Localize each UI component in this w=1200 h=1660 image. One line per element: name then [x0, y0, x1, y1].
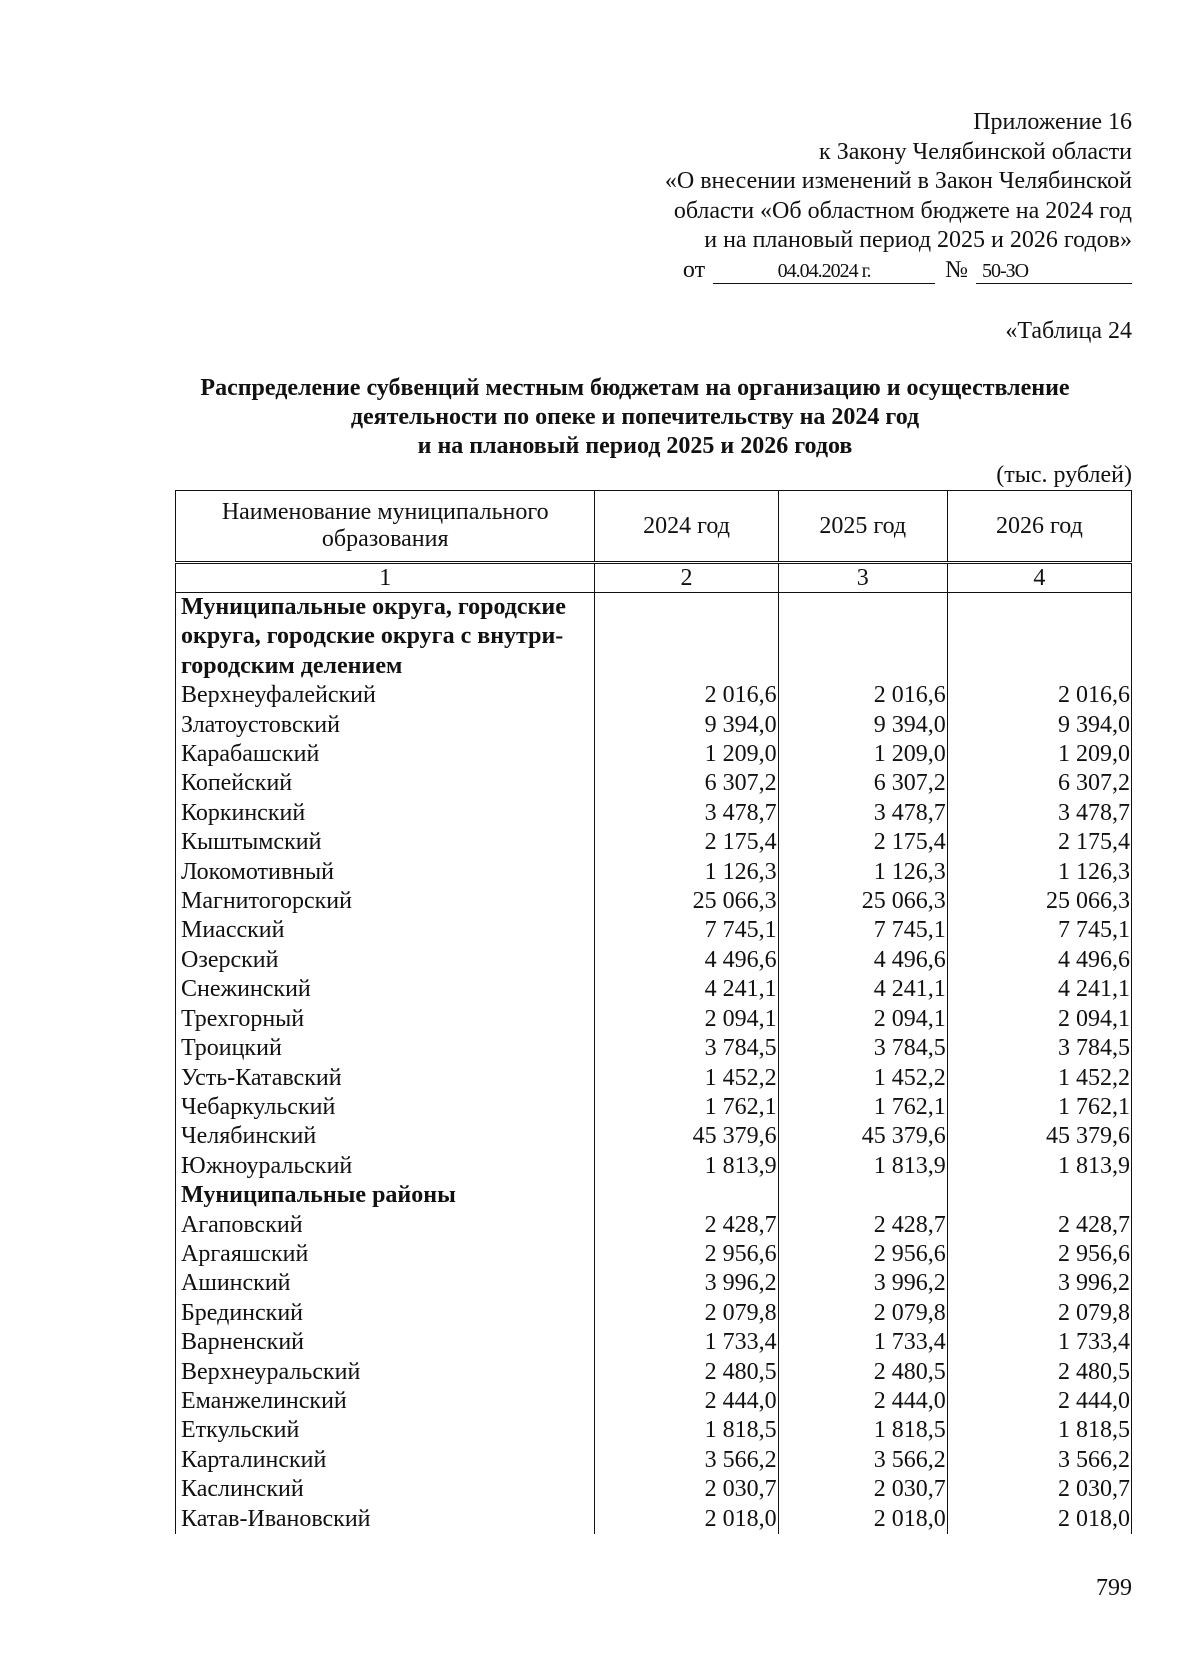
number-label: №: [945, 256, 968, 283]
amount-cell: 2 018,0: [947, 1505, 1131, 1534]
amount-cell: 2 018,0: [595, 1505, 778, 1534]
annex-line-2: к Закону Челябинской области: [819, 138, 1132, 165]
amount-cell: 1 813,9: [947, 1152, 1131, 1181]
municipality-name: Магнитогорский: [176, 887, 595, 916]
amount-cell: 2 030,7: [947, 1475, 1131, 1504]
table-row: [176, 1299, 1132, 1328]
table-row: [176, 1064, 1132, 1093]
amount-cell: 1 818,5: [595, 1416, 778, 1445]
title-line-3: и на плановый период 2025 и 2026 годов: [417, 433, 853, 459]
municipality-name: Локомотивный: [176, 858, 595, 887]
amount-cell: 1 452,2: [947, 1064, 1131, 1093]
amount-cell: 7 745,1: [595, 916, 778, 945]
amount-cell: 2 480,5: [947, 1358, 1131, 1387]
municipality-name: Чебаркульский: [176, 1093, 595, 1122]
amount-cell: 25 066,3: [595, 887, 778, 916]
column-number: 3: [778, 563, 947, 593]
amount-cell: 1 733,4: [947, 1328, 1131, 1357]
municipality-name: Верхнеуфалейский: [176, 681, 595, 710]
table-row: [176, 1328, 1132, 1357]
table-row: [176, 711, 1132, 740]
amount-cell: 25 066,3: [947, 887, 1131, 916]
amount-cell: 2 175,4: [595, 828, 778, 857]
column-number: 1: [176, 563, 595, 593]
municipality-name: Аргаяшский: [176, 1240, 595, 1269]
table-row: [176, 975, 1132, 1004]
section-title: Муниципальные округа, городские округа, городские округа с внутри-городским делением: [176, 593, 595, 682]
empty-cell: [778, 593, 947, 682]
amount-cell: 1 452,2: [778, 1064, 947, 1093]
amount-cell: 45 379,6: [778, 1122, 947, 1151]
table-row: [176, 1211, 1132, 1240]
amount-cell: 3 478,7: [947, 799, 1131, 828]
table-row: [176, 1240, 1132, 1269]
amount-cell: 1 818,5: [947, 1416, 1131, 1445]
amount-cell: 6 307,2: [595, 769, 778, 798]
amount-cell: 4 496,6: [947, 946, 1131, 975]
amount-cell: 1 762,1: [778, 1093, 947, 1122]
amount-cell: 2 428,7: [595, 1211, 778, 1240]
header-2026: 2026 год: [947, 491, 1131, 563]
municipality-name: Карабашский: [176, 740, 595, 769]
amount-cell: 3 784,5: [947, 1034, 1131, 1063]
column-number: 4: [947, 563, 1131, 593]
section-row: [176, 1181, 1132, 1210]
amount-cell: 1 813,9: [778, 1152, 947, 1181]
table-row: [176, 1387, 1132, 1416]
table-row: [176, 1005, 1132, 1034]
municipality-name: Челябинский: [176, 1122, 595, 1151]
amount-cell: 2 030,7: [778, 1475, 947, 1504]
amount-cell: 1 209,0: [778, 740, 947, 769]
table-row: [176, 1152, 1132, 1181]
municipality-name: Еткульский: [176, 1416, 595, 1445]
amount-cell: 9 394,0: [778, 711, 947, 740]
amount-cell: 3 996,2: [595, 1269, 778, 1298]
municipality-name: Каслинский: [176, 1475, 595, 1504]
amount-cell: 4 241,1: [778, 975, 947, 1004]
table-row: [176, 887, 1132, 916]
amount-cell: 2 444,0: [947, 1387, 1131, 1416]
table-row: [176, 1358, 1132, 1387]
municipality-name: Снежинский: [176, 975, 595, 1004]
amount-cell: 2 079,8: [947, 1299, 1131, 1328]
page-number: 799: [1096, 1575, 1132, 1601]
law-date: 04.04.2024 г.: [713, 259, 935, 284]
column-number-row: [176, 563, 1132, 593]
table-row: [176, 858, 1132, 887]
table-row: [176, 799, 1132, 828]
amount-cell: 1 818,5: [778, 1416, 947, 1445]
amount-cell: 2 094,1: [595, 1005, 778, 1034]
table-row: [176, 1269, 1132, 1298]
amount-cell: 3 784,5: [595, 1034, 778, 1063]
municipality-name: Копейский: [176, 769, 595, 798]
section-row: [176, 593, 1132, 682]
amount-cell: 2 016,6: [595, 681, 778, 710]
municipality-name: Ашинский: [176, 1269, 595, 1298]
amount-cell: 6 307,2: [778, 769, 947, 798]
empty-cell: [947, 1181, 1131, 1210]
empty-cell: [595, 593, 778, 682]
municipality-name: Катав-Ивановский: [176, 1505, 595, 1534]
municipality-name: Коркинский: [176, 799, 595, 828]
amount-cell: 1 813,9: [595, 1152, 778, 1181]
municipality-name: Озерский: [176, 946, 595, 975]
table-label: «Таблица 24: [1005, 318, 1132, 344]
amount-cell: 1 126,3: [947, 858, 1131, 887]
table-row: [176, 740, 1132, 769]
amount-cell: 2 094,1: [947, 1005, 1131, 1034]
annex-signature-line: [592, 256, 1132, 286]
law-number: 50-ЗО: [976, 259, 1132, 284]
amount-cell: 2 018,0: [778, 1505, 947, 1534]
amount-cell: 6 307,2: [947, 769, 1131, 798]
amount-cell: 2 094,1: [778, 1005, 947, 1034]
table-row: [176, 1093, 1132, 1122]
amount-cell: 3 996,2: [778, 1269, 947, 1298]
table-row: [176, 1505, 1132, 1534]
municipality-name: Южноуральский: [176, 1152, 595, 1181]
amount-cell: 1 762,1: [947, 1093, 1131, 1122]
amount-cell: 1 126,3: [778, 858, 947, 887]
amount-cell: 1 762,1: [595, 1093, 778, 1122]
column-number: 2: [595, 563, 778, 593]
municipality-name: Верхнеуральский: [176, 1358, 595, 1387]
amount-cell: 2 956,6: [595, 1240, 778, 1269]
amount-cell: 4 241,1: [595, 975, 778, 1004]
amount-cell: 1 126,3: [595, 858, 778, 887]
municipality-name: Троицкий: [176, 1034, 595, 1063]
amount-cell: 3 784,5: [778, 1034, 947, 1063]
from-label: от: [682, 256, 706, 283]
title-line-1: Распределение субвенций местным бюджетам на организацию и осуществление: [200, 375, 1070, 401]
amount-cell: 45 379,6: [947, 1122, 1131, 1151]
amount-cell: 2 956,6: [778, 1240, 947, 1269]
annex-line-3: «О внесении изменений в Закон Челябинской: [664, 168, 1132, 194]
amount-cell: 3 566,2: [595, 1446, 778, 1475]
header-name: Наименование муниципального образования: [176, 491, 595, 563]
annex-line-4: области «Об областном бюджете на 2024 год: [673, 197, 1132, 224]
amount-cell: 25 066,3: [778, 887, 947, 916]
amount-cell: 3 478,7: [595, 799, 778, 828]
table-body: [176, 593, 1132, 1535]
units-label: (тыс. рублей): [996, 462, 1132, 488]
table-row: [176, 769, 1132, 798]
amount-cell: 2 030,7: [595, 1475, 778, 1504]
title-line-2: деятельности по опеке и попечительству на 2024 год: [350, 404, 920, 430]
empty-cell: [595, 1181, 778, 1210]
amount-cell: 2 444,0: [778, 1387, 947, 1416]
subvention-table: [175, 490, 1132, 1534]
table-row: [176, 1475, 1132, 1504]
amount-cell: 1 733,4: [778, 1328, 947, 1357]
municipality-name: Брединский: [176, 1299, 595, 1328]
amount-cell: 2 175,4: [947, 828, 1131, 857]
amount-cell: 2 175,4: [778, 828, 947, 857]
table-row: [176, 916, 1132, 945]
amount-cell: 4 496,6: [595, 946, 778, 975]
table-row: [176, 1446, 1132, 1475]
municipality-name: Трехгорный: [176, 1005, 595, 1034]
section-title: Муниципальные районы: [176, 1181, 595, 1210]
amount-cell: 3 996,2: [947, 1269, 1131, 1298]
amount-cell: 4 496,6: [778, 946, 947, 975]
municipality-name: Кыштымский: [176, 828, 595, 857]
amount-cell: 2 480,5: [595, 1358, 778, 1387]
table-header-row: [176, 491, 1132, 563]
amount-cell: 1 209,0: [947, 740, 1131, 769]
municipality-name: Миасский: [176, 916, 595, 945]
amount-cell: 9 394,0: [947, 711, 1131, 740]
table-row: [176, 1416, 1132, 1445]
municipality-name: Усть-Катавский: [176, 1064, 595, 1093]
annex-line-5: и на плановый период 2025 и 2026 годов»: [704, 227, 1132, 253]
empty-cell: [947, 593, 1131, 682]
empty-cell: [778, 1181, 947, 1210]
amount-cell: 2 480,5: [778, 1358, 947, 1387]
amount-cell: 2 016,6: [947, 681, 1131, 710]
amount-cell: 4 241,1: [947, 975, 1131, 1004]
amount-cell: 2 079,8: [595, 1299, 778, 1328]
table-row: [176, 946, 1132, 975]
amount-cell: 3 478,7: [778, 799, 947, 828]
amount-cell: 2 428,7: [947, 1211, 1131, 1240]
amount-cell: 2 444,0: [595, 1387, 778, 1416]
amount-cell: 2 428,7: [778, 1211, 947, 1240]
municipality-name: Карталинский: [176, 1446, 595, 1475]
municipality-name: Еманжелинский: [176, 1387, 595, 1416]
amount-cell: 2 016,6: [778, 681, 947, 710]
annex-line-1: Приложение 16: [973, 109, 1132, 135]
amount-cell: 1 209,0: [595, 740, 778, 769]
municipality-name: Варненский: [176, 1328, 595, 1357]
header-2025: 2025 год: [778, 491, 947, 563]
annex-header: [592, 108, 1132, 285]
table-row: [176, 828, 1132, 857]
amount-cell: 2 079,8: [778, 1299, 947, 1328]
amount-cell: 45 379,6: [595, 1122, 778, 1151]
table-row: [176, 1034, 1132, 1063]
table-row: [176, 1122, 1132, 1151]
amount-cell: 1 452,2: [595, 1064, 778, 1093]
amount-cell: 9 394,0: [595, 711, 778, 740]
municipality-name: Агаповский: [176, 1211, 595, 1240]
amount-cell: 3 566,2: [947, 1446, 1131, 1475]
document-title: [150, 374, 1120, 461]
amount-cell: 3 566,2: [778, 1446, 947, 1475]
amount-cell: 1 733,4: [595, 1328, 778, 1357]
amount-cell: 7 745,1: [947, 916, 1131, 945]
municipality-name: Златоустовский: [176, 711, 595, 740]
amount-cell: 2 956,6: [947, 1240, 1131, 1269]
table-row: [176, 681, 1132, 710]
header-2024: 2024 год: [595, 491, 778, 563]
amount-cell: 7 745,1: [778, 916, 947, 945]
